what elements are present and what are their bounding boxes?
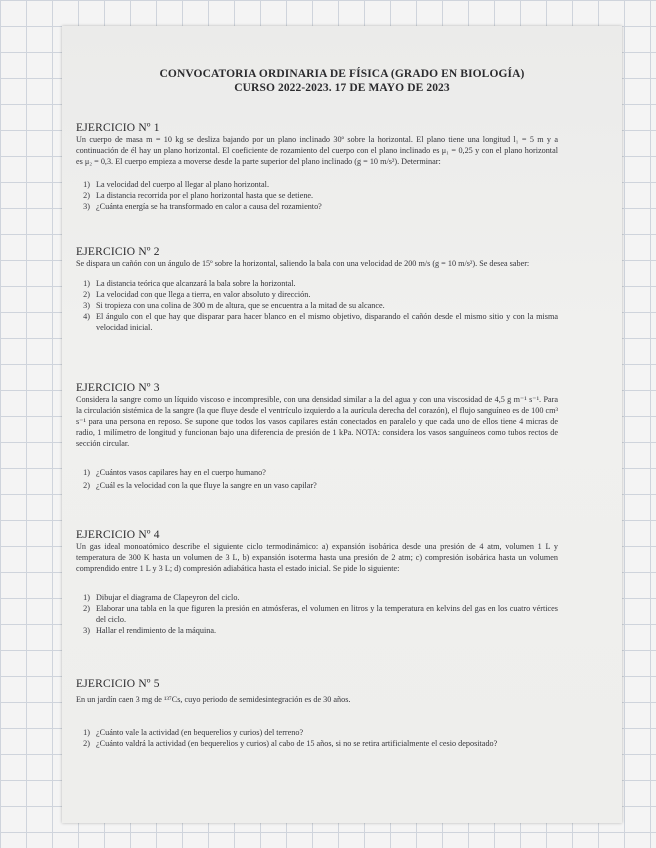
- question-item: [76, 278, 558, 289]
- question-text: ¿Cuál es la velocidad con la que fluye la sangre en un vaso capilar?: [96, 481, 317, 490]
- question-item: [76, 467, 558, 478]
- question-number: 2): [83, 481, 90, 490]
- exercise-statement: Se dispara un cañón con un ángulo de 15º sobre la horizontal, saliendo la bala con una velocidad de 200 m/s (g = 10 m/s²). Se desea saber:: [76, 259, 530, 268]
- exercise-heading: EJERCICIO Nº 4: [76, 529, 160, 541]
- question-number: 2): [83, 191, 90, 200]
- question-item: [76, 190, 558, 201]
- question-item: [76, 592, 558, 603]
- exercise-heading: EJERCICIO Nº 2: [76, 246, 160, 258]
- exercise-heading: EJERCICIO Nº 1: [76, 122, 160, 134]
- question-text: Elaborar una tabla en la que figuren la presión en atmósferas, el volumen en litros y la temperatura en kelvins del gas en los cuatro vértices del ciclo.: [96, 604, 558, 624]
- question-number: 3): [83, 202, 90, 211]
- question-item: [76, 727, 558, 738]
- exercise-question-list: [76, 727, 558, 749]
- question-item: [76, 738, 558, 749]
- question-text: Si tropieza con una colina de 300 m de altura, que se encuentra a la mitad de su alcance.: [96, 301, 385, 310]
- question-number: 3): [83, 626, 90, 635]
- exam-title-line2: CURSO 2022-2023. 17 DE MAYO DE 2023: [234, 82, 450, 94]
- exercise-statement: Un gas ideal monoatómico describe el siguiente ciclo termodinámico: a) expansión isobárica desde una presión de 4 atm, volumen 1 L y temperatura de 300 K hasta un volumen de 3 L, b) expansión isoterma hasta una presión de 2 atm; c) compresión isobárica hasta un volumen comprendido entre 1 L y 3 L; d) compresión adiabática hasta el estado inicial. Se pide lo siguiente:: [76, 542, 558, 573]
- exam-title-line1: CONVOCATORIA ORDINARIA DE FÍSICA (GRADO EN BIOLOGÍA): [159, 68, 525, 80]
- question-text: Dibujar el diagrama de Clapeyron del ciclo.: [96, 593, 240, 602]
- exercise-statement: En un jardín caen 3 mg de ¹³⁷Cs, cuyo periodo de semidesintegración es de 30 años.: [76, 695, 351, 704]
- question-number: 1): [83, 593, 90, 602]
- question-text: ¿Cuántos vasos capilares hay en el cuerpo humano?: [96, 468, 266, 477]
- question-text: La velocidad del cuerpo al llegar al plano horizontal.: [96, 180, 270, 189]
- question-number: 1): [83, 728, 90, 737]
- exercise-5: [76, 678, 558, 749]
- question-number: 2): [83, 604, 90, 613]
- question-text: ¿Cuánta energía se ha transformado en calor a causa del rozamiento?: [96, 202, 322, 211]
- exercise-question-list: [76, 467, 558, 491]
- question-text: El ángulo con el que hay que disparar para hacer blanco en el mismo objetivo, disparando el cañón desde el mismo sitio y con la misma velocidad inicial.: [96, 312, 558, 332]
- question-text: ¿Cuánto valdrá la actividad (en bequerelios y curios) al cabo de 15 años, si no se retira artificialmente el cesio depositado?: [96, 739, 498, 748]
- question-item: [76, 201, 558, 212]
- question-number: 1): [83, 279, 90, 288]
- question-text: La distancia recorrida por el plano horizontal hasta que se detiene.: [96, 191, 314, 200]
- question-text: La velocidad con que llega a tierra, en valor absoluto y dirección.: [96, 290, 311, 299]
- exercise-1: [76, 122, 558, 212]
- question-item: [76, 179, 558, 190]
- question-text: ¿Cuánto vale la actividad (en bequerelios y curios) del terreno?: [96, 728, 304, 737]
- question-number: 4): [83, 312, 90, 321]
- exercise-question-list: [76, 179, 558, 212]
- exercise-statement: Un cuerpo de masa m = 10 kg se desliza bajando por un plano inclinado 30º sobre la horizontal. El plano tiene una longitud l₁ = 5 m y a continuación de él hay un plano horizontal. El coeficiente de rozamiento del cuerpo con el plano inclinado es μ₁ = 0,25 y con el plano horizontal es μ₂ = 0,3. El cuerpo empieza a moverse desde la parte superior del plano inclinado (g = 10 m/s²). Determinar:: [76, 135, 558, 166]
- question-item: [76, 289, 558, 300]
- exercise-question-list: [76, 592, 558, 636]
- question-item: [76, 603, 558, 625]
- exercise-heading: EJERCICIO Nº 5: [76, 678, 160, 690]
- question-item: [76, 625, 558, 636]
- exercise-3: [76, 382, 558, 491]
- question-text: Hallar el rendimiento de la máquina.: [96, 626, 217, 635]
- question-number: 2): [83, 290, 90, 299]
- exercise-heading: EJERCICIO Nº 3: [76, 382, 160, 394]
- question-number: 1): [83, 468, 90, 477]
- exercise-2: [76, 246, 558, 333]
- question-item: [76, 300, 558, 311]
- question-text: La distancia teórica que alcanzará la bala sobre la horizontal.: [96, 279, 296, 288]
- exam-sheet: [62, 26, 622, 823]
- question-item: [76, 311, 558, 333]
- exercise-4: [76, 529, 558, 636]
- question-number: 1): [83, 180, 90, 189]
- exercise-statement: Considera la sangre como un líquido viscoso e incompresible, con una densidad similar a la del agua y con una viscosidad de 4,5 g m⁻¹ s⁻¹. Para la circulación sistémica de la sangre (la que fluye desde el ventrículo izquierdo a la aurícula derecha del corazón), el flujo sanguíneo es de 100 cm³ s⁻¹ para una persona en reposo. Se supone que todos los vasos capilares están conectados en paralelo y que cada uno de ellos tiene 4 micras de radio, 1 milímetro de longitud y funcionan bajo una diferencia de presión de 1 kPa. NOTA: considera los vasos sanguíneos como tubos rectos de sección circular.: [76, 395, 558, 448]
- exercise-question-list: [76, 278, 558, 333]
- question-number: 3): [83, 301, 90, 310]
- question-number: 2): [83, 739, 90, 748]
- question-item: [76, 480, 558, 491]
